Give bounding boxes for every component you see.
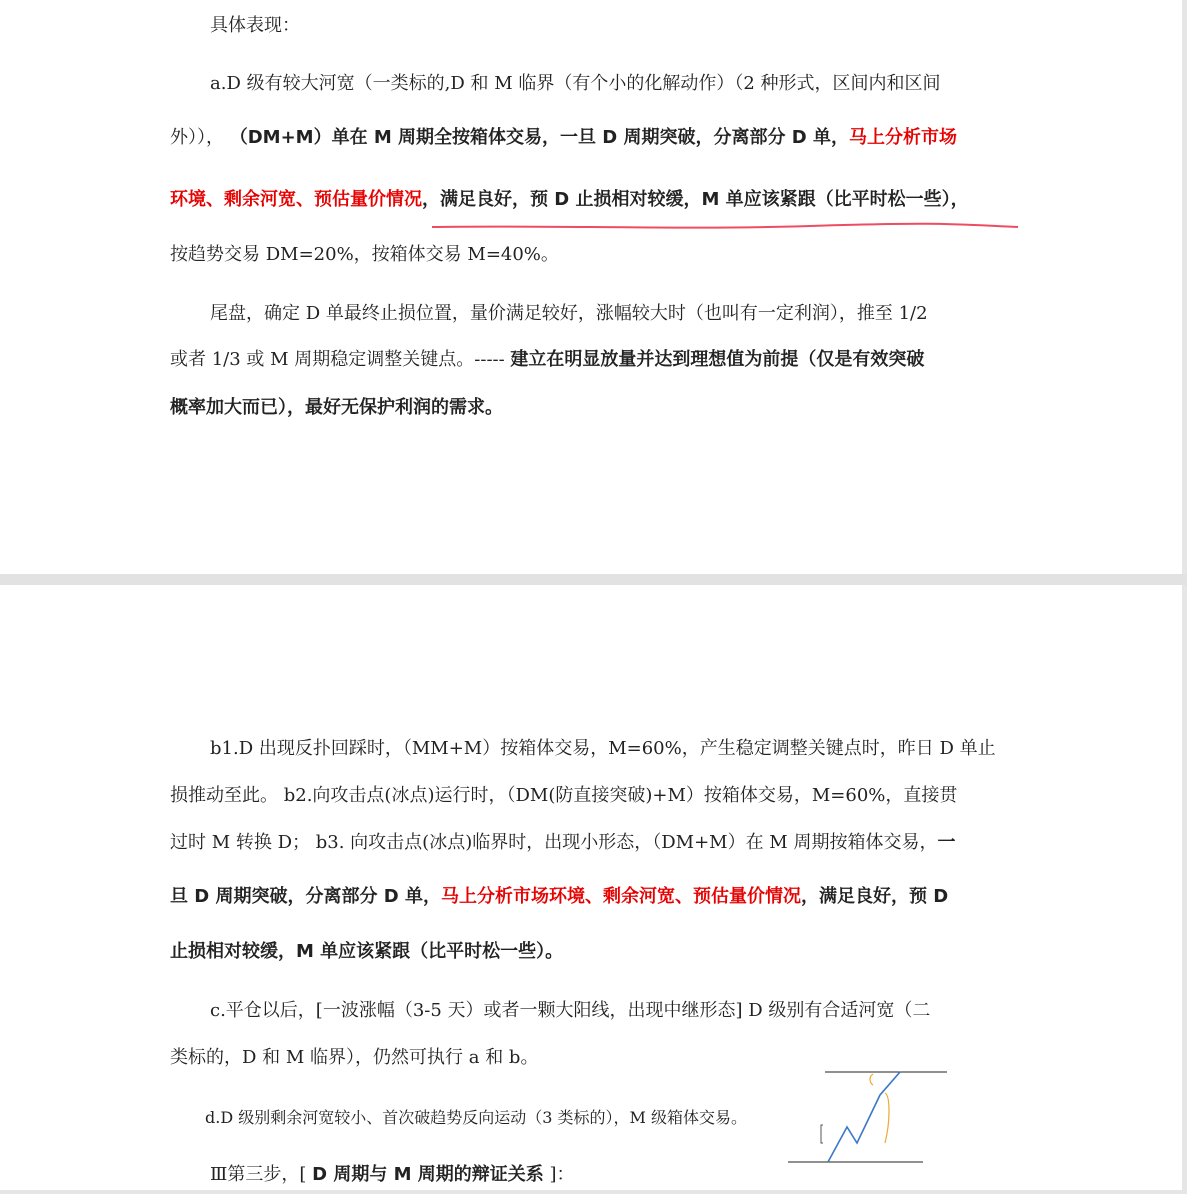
paragraph-c-line-1: c.平仓以后，[一波涨幅（3-5 天）或者一颗大阳线，出现中继形态] D 级别有合适河宽（二 [210,1000,931,1021]
paragraph-a-line-4: 按趋势交易 DM=20%，按箱体交易 M=40%。 [170,244,559,265]
text-plain: 外））， [170,127,230,148]
trend-sketch-diagram [785,1065,955,1167]
text-bold: 一 [937,832,956,853]
text-bold: 建立在明显放量并达到理想值为前提（仅是有效突破 [510,349,925,370]
handwritten-underline [430,221,1020,233]
paragraph-tail-line-2 [170,348,1010,372]
paragraph-a-line-3 [170,188,1010,212]
paragraph-a-line-1: a.D 级有较大河宽（一类标的,D 和 M 临界（有个小的化解动作）（2 种形式，区间内和区间 [210,73,941,94]
paragraph-tail-line-3: 概率加大而已），最好无保护利润的需求。 [170,397,503,418]
page-separator [0,574,1187,585]
bracket-left [821,1125,823,1143]
text-red-highlight: 环境、剩余河宽、预估量价情况 [170,189,422,210]
bracket-top [870,1074,873,1085]
text-bold: D 周期与 M 周期的辩证关系 [312,1164,544,1185]
paragraph-c-line-2: 类标的，D 和 M 临界），仍然可执行 a 和 b。 [170,1047,539,1068]
text-red-highlight: 马上分析市场环境、剩余河宽、预估量价情况 [440,886,801,907]
paragraph-b-line-3 [170,831,1010,855]
text-plain: 或者 1/3 或 M 周期稳定调整关键点。----- [170,349,511,370]
text-plain: Ⅲ第三步，[ [210,1164,313,1185]
paragraph-a-line-2 [170,126,1010,150]
paragraph-tail-line-1: 尾盘，确定 D 单最终止损位置，量价满足较好，涨幅较大时（也叫有一定利润），推至 1/2 [210,303,928,324]
bracket-middle [885,1093,889,1143]
text-bold: 旦 D 周期突破，分离部分 D 单， [170,886,441,907]
paragraph-d: d.D 级别剩余河宽较小、首次破趋势反向运动（3 类标的），M 级箱体交易。 [205,1108,747,1127]
text-bold: （DM+M）单在 M 周期全按箱体交易，一旦 D 周期突破，分离部分 D 单， [229,127,849,148]
paragraph-b-line-2: 损推动至此。 b2.向攻击点(冰点)运行时，（DM(防直接突破)+M）按箱体交易，M=60%，直接贯 [170,785,958,806]
section-heading: 具体表现： [210,15,300,36]
paragraph-b-line-5: 止损相对较缓，M 单应该紧跟（比平时松一些）。 [170,941,564,962]
text-plain: ]： [543,1164,575,1185]
paragraph-b-line-1: b1.D 出现反扑回踩时，（MM+M）按箱体交易，M=60%，产生稳定调整关键点时，昨日 D 单止 [210,738,996,759]
paragraph-b-line-4 [170,885,1010,909]
text-bold: ，满足良好，预 D [800,886,949,907]
text-plain: 过时 M 转换 D； b3. 向攻击点(冰点)临界时，出现小形态，（DM+M）在 M 周期按箱体交易， [170,832,938,853]
text-bold: ，满足良好，预 D 止损相对较缓，M 单应该紧跟（比平时松一些）， [422,189,969,210]
text-red-highlight: 马上分析市场 [848,127,957,148]
document-page-1 [0,0,1182,574]
